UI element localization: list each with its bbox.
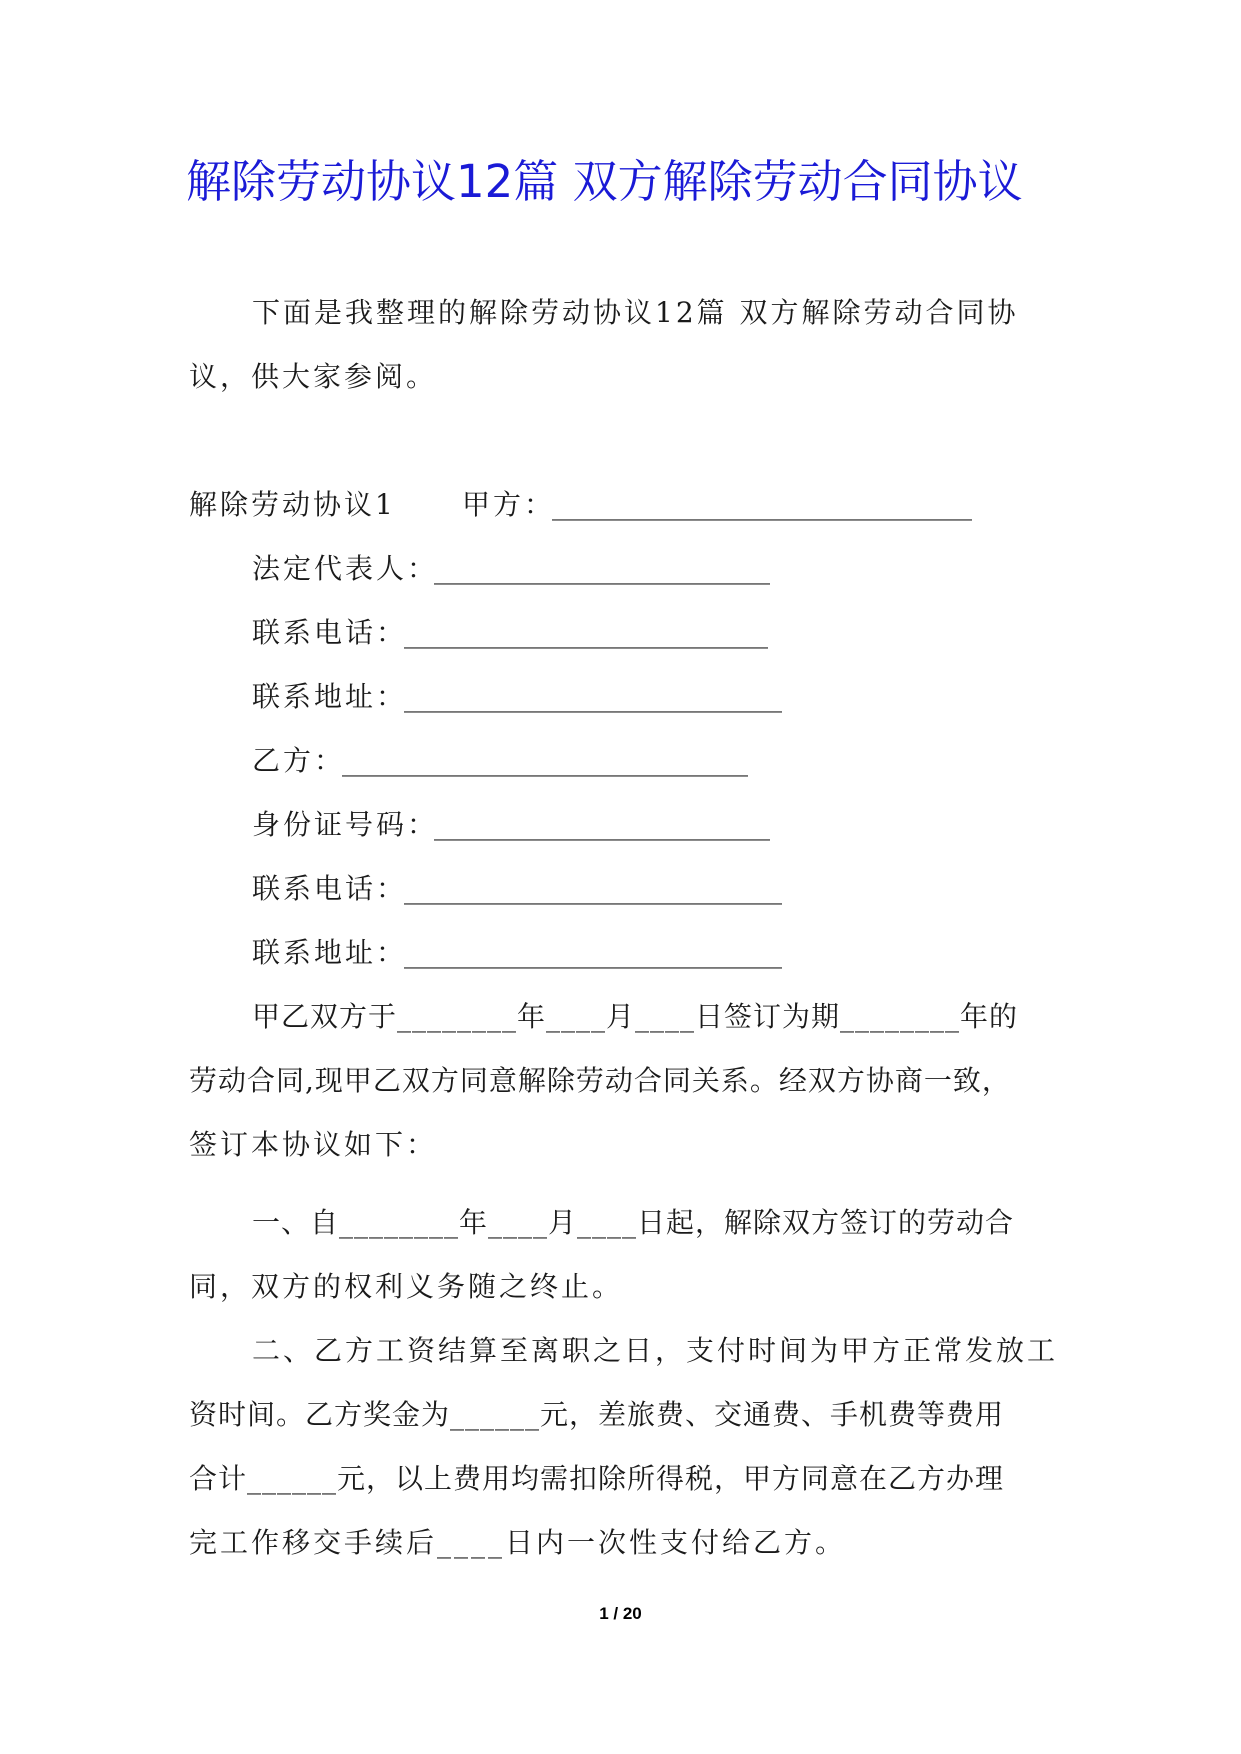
party-b-id-blank: ________________________ [434, 808, 770, 841]
party-a-label: 甲方： [462, 488, 556, 521]
intro-line-2: 议，供大家参阅。 [189, 360, 438, 393]
paragraph-1-line-1: 甲乙双方于________年____月____日签订为期________年的 [252, 1000, 1019, 1033]
section-heading: 解除劳动协议1 [189, 488, 396, 521]
paragraph-3-line-3: 合计______元，以上费用均需扣除所得税，甲方同意在乙方办理 [189, 1462, 1005, 1495]
paragraph-2-line-2: 同，双方的权利义务随之终止。 [189, 1270, 624, 1303]
party-b-phone-blank: ___________________________ [404, 872, 782, 905]
document-title: 解除劳动协议12篇 双方解除劳动合同协议 [186, 155, 1023, 208]
party-b-blank: _____________________________ [342, 744, 748, 777]
party-b-address-label: 联系地址： [252, 936, 408, 969]
party-b-label: 乙方： [252, 744, 346, 777]
party-a-address-label: 联系地址： [252, 680, 408, 713]
party-a-phone-label: 联系电话： [252, 616, 408, 649]
party-a-phone-blank: __________________________ [404, 616, 768, 649]
paragraph-3-line-1: 二、乙方工资结算至离职之日，支付时间为甲方正常发放工 [252, 1334, 1059, 1367]
paragraph-3-line-2: 资时间。乙方奖金为______元，差旅费、交通费、手机费等费用 [189, 1398, 1005, 1431]
party-a-rep-label: 法定代表人： [252, 552, 439, 585]
party-b-phone-label: 联系电话： [252, 872, 408, 905]
party-b-id-label: 身份证号码： [252, 808, 439, 841]
page-number: 1 / 20 [599, 1604, 642, 1623]
paragraph-1-line-2: 劳动合同,现甲乙双方同意解除劳动合同关系。经双方协商一致， [189, 1064, 1011, 1097]
paragraph-2-line-1: 一、自________年____月____日起，解除双方签订的劳动合 [252, 1206, 1015, 1239]
party-a-blank: ______________________________ [552, 488, 972, 521]
paragraph-3-line-4: 完工作移交手续后____日内一次性支付给乙方。 [189, 1526, 847, 1559]
party-a-rep-blank: ________________________ [434, 552, 770, 585]
party-a-address-blank: ___________________________ [404, 680, 782, 713]
intro-line-1: 下面是我整理的解除劳动协议12篇 双方解除劳动合同协 [252, 296, 1019, 329]
paragraph-1-line-3: 签订本协议如下： [189, 1128, 438, 1161]
party-b-address-blank: ___________________________ [404, 936, 782, 969]
